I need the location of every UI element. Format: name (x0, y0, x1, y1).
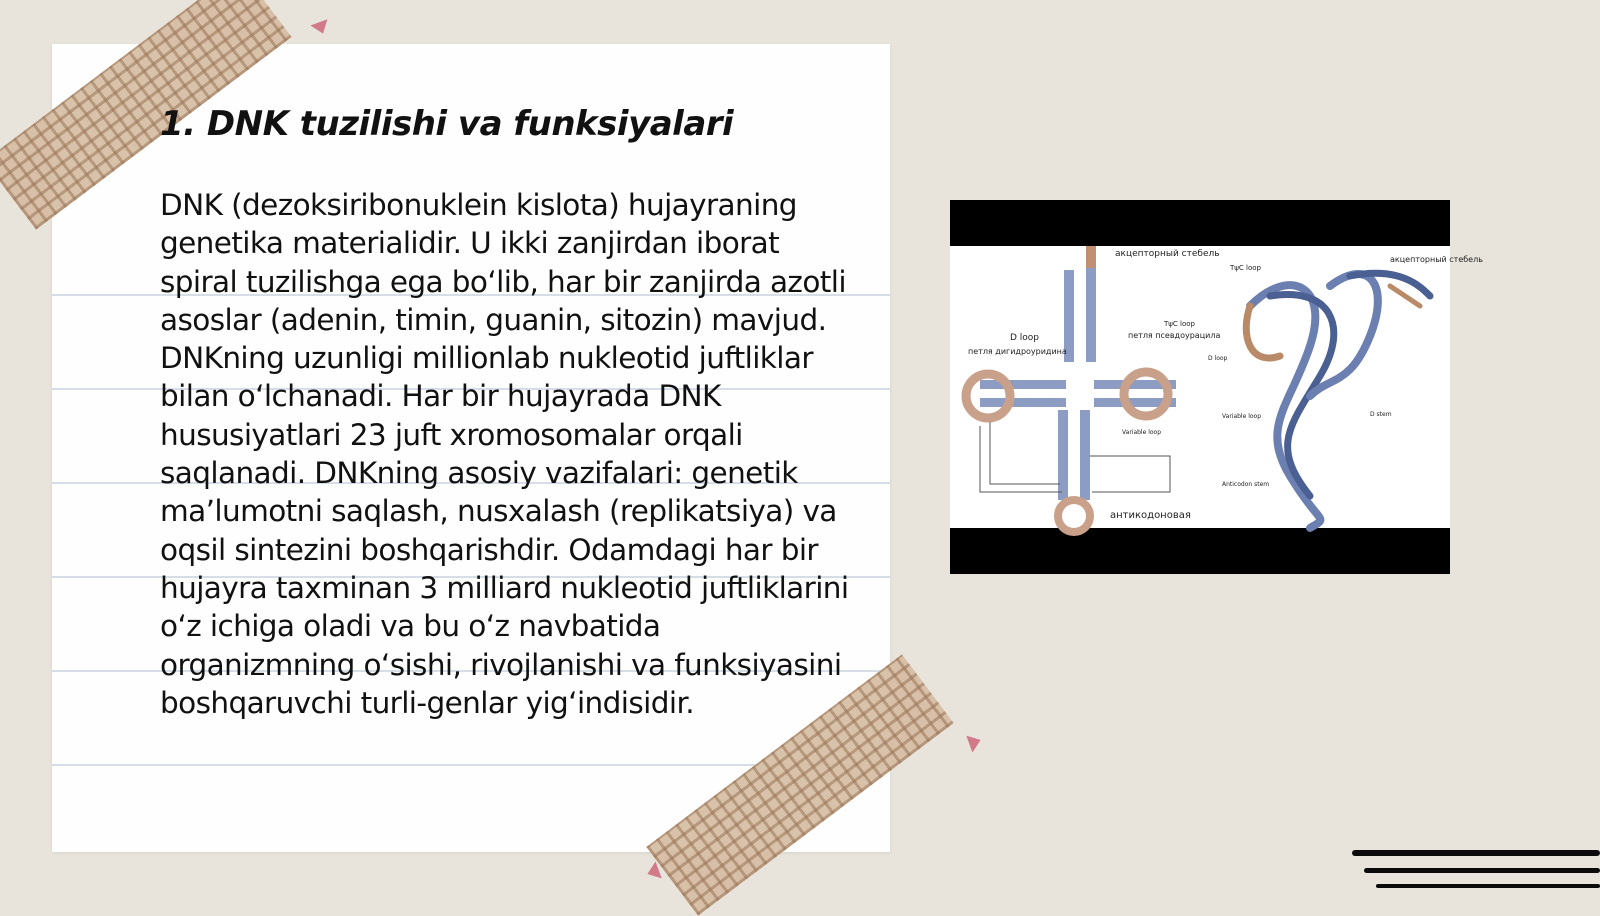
label-d-stem: D stem (1370, 411, 1392, 418)
label-variable-loop-right: Variable loop (1222, 413, 1262, 420)
label-tpsic-loop-right: TψC loop (1230, 264, 1261, 272)
label-anticodon: антикодоновая (1110, 510, 1191, 521)
label-d-loop-right: D loop (1208, 355, 1228, 362)
label-tpsic-loop: TψC loop (1164, 320, 1195, 328)
label-d-loop: D loop (1010, 333, 1040, 343)
label-loop-pseudouridine: петля псевдоурацила (1128, 331, 1221, 340)
label-acceptor-stem-right: акцепторный стебель (1390, 255, 1483, 264)
decorative-line (1376, 884, 1600, 888)
slide-title: 1. DNK tuzilishi va funksiyalari (160, 104, 734, 144)
label-anticodon-stem: Anticodon stem (1222, 481, 1270, 488)
trna-figure (950, 200, 1483, 574)
slide-body-text: DNK (dezoksiribonuklein kislota) hujayraning genetika materialidir. U ikki zanjirdan iborat spiral tuzilishga ega bo‘lib, har bir zanjirda azotli asoslar (adenin, timin, guanin, sitozin) mavjud. DNKning uzunligi millionlab nukleotid juftliklar bilan o‘lchanadi. Har bir hujayrada DNK hususiyatlari 23 juft xromosomalar orqali saqlanadi. DNKning asosiy vazifalari: genetik ma’lumotni saqlash, nusxalash (replikatsiya) va oqsil sintezini boshqarishdir. Odamdagi har bir hujayra taxminan 3 milliard nukleotid juftliklarini o‘z ichiga oladi va bu o‘z navbatida organizmning o‘sishi, rivojlanishi va funksiyasini boshqaruvchi turli-genlar yig‘indisidir. (160, 188, 849, 720)
tape-tip-accent (310, 19, 331, 36)
tape-tip-accent (966, 731, 983, 752)
decorative-line (1364, 868, 1600, 873)
label-loop-dihydrouridine: петля дигидроуридина (968, 347, 1067, 356)
label-variable-loop: Variable loop (1122, 429, 1162, 436)
decorative-line (1352, 850, 1600, 856)
label-acceptor-stem: акцепторный стебель (1115, 249, 1220, 259)
trna-diagram (950, 246, 1483, 528)
